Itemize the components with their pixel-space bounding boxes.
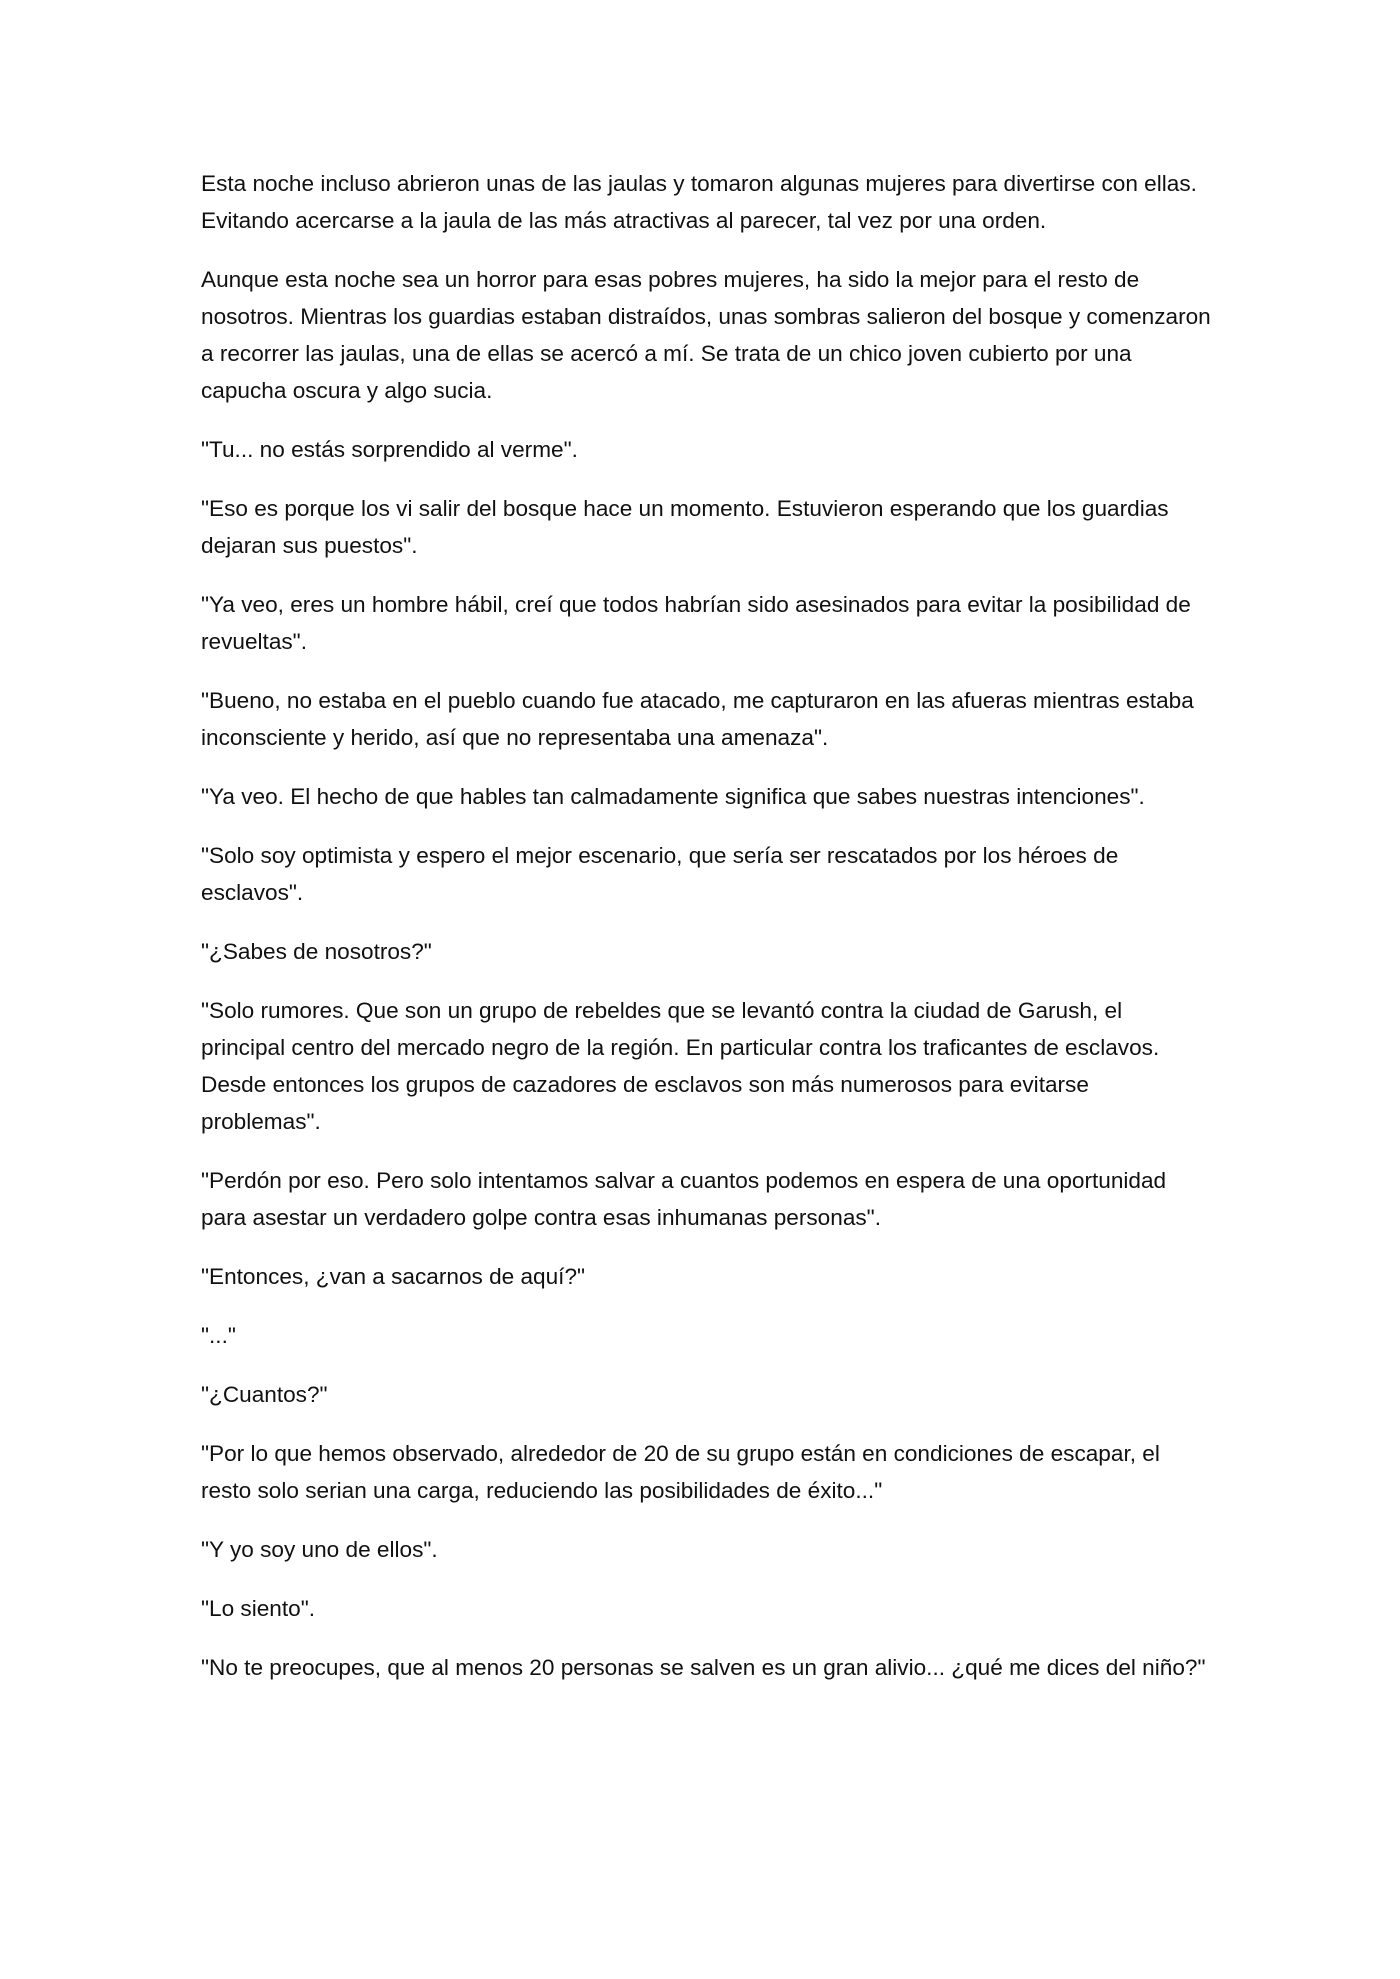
paragraph: "Tu... no estás sorprendido al verme". bbox=[201, 437, 578, 462]
paragraph: "¿Sabes de nosotros?" bbox=[201, 939, 432, 964]
paragraph: Esta noche incluso abrieron unas de las jaulas y tomaron algunas mujeres para divertirse con ellas. Evitando acercarse a la jaula de las más atractivas al parecer, tal vez por una orden. bbox=[201, 171, 1197, 233]
paragraph: "Solo rumores. Que son un grupo de rebeldes que se levantó contra la ciudad de Garush, el principal centro del mercado negro de la región. En particular contra los traficantes de esclavos. Desde entonces los grupos de cazadores de esclavos son más numerosos para evitarse problemas". bbox=[201, 998, 1160, 1134]
paragraph: "..." bbox=[201, 1323, 236, 1348]
paragraph: "No te preocupes, que al menos 20 personas se salven es un gran alivio... ¿qué me dices del niño?" bbox=[201, 1655, 1206, 1680]
paragraph: "Entonces, ¿van a sacarnos de aquí?" bbox=[201, 1264, 586, 1289]
document-body bbox=[201, 165, 1211, 1708]
paragraph: "Por lo que hemos observado, alrededor de 20 de su grupo están en condiciones de escapar, el resto solo serian una carga, reduciendo las posibilidades de éxito..." bbox=[201, 1441, 1160, 1503]
paragraph: "Bueno, no estaba en el pueblo cuando fue atacado, me capturaron en las afueras mientras estaba inconsciente y herido, así que no representaba una amenaza". bbox=[201, 688, 1194, 750]
paragraph: "Eso es porque los vi salir del bosque hace un momento. Estuvieron esperando que los guardias dejaran sus puestos". bbox=[201, 496, 1169, 558]
paragraph: "Lo siento". bbox=[201, 1596, 316, 1621]
paragraph: Aunque esta noche sea un horror para esas pobres mujeres, ha sido la mejor para el resto de nosotros. Mientras los guardias estaban distraídos, unas sombras salieron del bosque y comenzaron a recorrer las jaulas, una de ellas se acercó a mí. Se trata de un chico joven cubierto por una capucha oscura y algo sucia. bbox=[201, 267, 1211, 403]
paragraph: "Solo soy optimista y espero el mejor escenario, que sería ser rescatados por los héroes de esclavos". bbox=[201, 843, 1119, 905]
paragraph: "Perdón por eso. Pero solo intentamos salvar a cuantos podemos en espera de una oportunidad para asestar un verdadero golpe contra esas inhumanas personas". bbox=[201, 1168, 1167, 1230]
paragraph: "Y yo soy uno de ellos". bbox=[201, 1537, 438, 1562]
paragraph: "Ya veo, eres un hombre hábil, creí que todos habrían sido asesinados para evitar la posibilidad de revueltas". bbox=[201, 592, 1191, 654]
paragraph: "¿Cuantos?" bbox=[201, 1382, 328, 1407]
paragraph: "Ya veo. El hecho de que hables tan calmadamente significa que sabes nuestras intenciones". bbox=[201, 784, 1145, 809]
